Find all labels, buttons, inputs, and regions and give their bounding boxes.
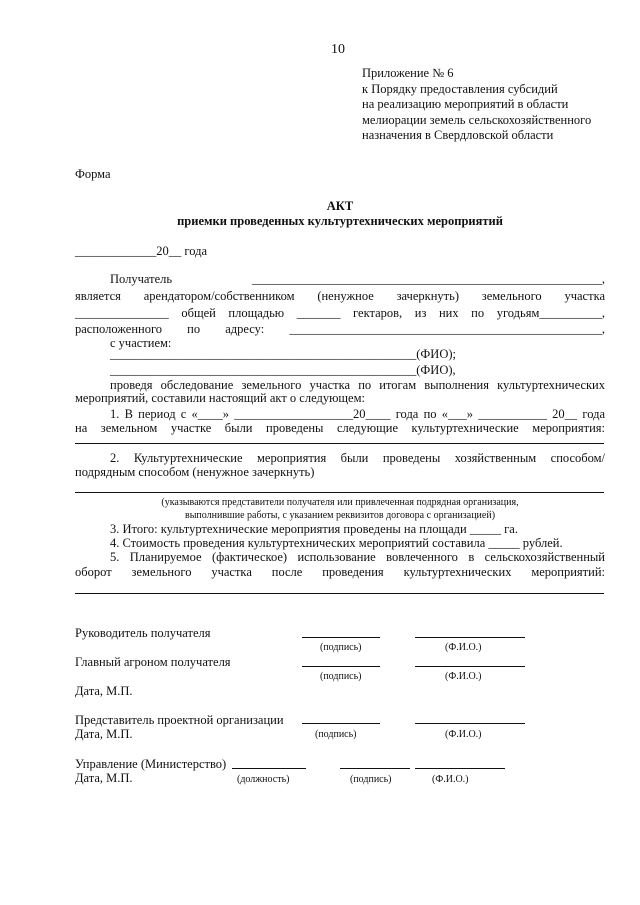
signature-line [302, 723, 380, 724]
blank-line [75, 492, 604, 493]
item-4: 4. Стоимость проведения культуртехнических мероприятий составила _____ рублей. [110, 536, 563, 550]
date-stamp-label: Дата, М.П. [75, 727, 133, 741]
participant-fio-1: _________________________________________________(ФИО); [110, 347, 456, 361]
appendix-line: на реализацию мероприятий в области [362, 97, 569, 111]
recipient-role-line: является арендатором/собственником (ненужное зачеркнуть) земельного участка [75, 289, 605, 303]
note-line-1: (указываются представители получателя или привлеченная подрядная организация, [161, 497, 519, 508]
item-1-line-1: 1. В период с «____» ___________________20____ года по «___» ___________ 20__ года [110, 407, 605, 421]
date-stamp-label: Дата, М.П. [75, 684, 133, 698]
participant-fio-2: _________________________________________________(ФИО), [110, 363, 456, 377]
signature-caption: (подпись) [320, 642, 362, 653]
appendix-line: назначения в Свердловской области [362, 128, 554, 142]
item-3: 3. Итого: культуртехнические мероприятия проведены на площади _____ га. [110, 522, 518, 536]
recipient-line: Получатель ________________________________________________________, [110, 272, 605, 286]
item-5-line-1: 5. Планируемое (фактическое) использование вовлеченного в сельскохозяйственный [110, 550, 605, 564]
agronomist-label: Главный агроном получателя [75, 655, 231, 669]
with-participation-label: с участием: [110, 336, 172, 350]
item-2-line-2: подрядным способом (ненужное зачеркнуть) [75, 465, 315, 479]
ministry-label: Управление (Министерство) [75, 757, 227, 771]
signature-line [340, 768, 410, 769]
fio-caption: (Ф.И.О.) [445, 729, 482, 740]
fio-line [415, 723, 525, 724]
survey-line-1: проведя обследование земельного участка по итогам выполнения культуртехнических [110, 378, 605, 392]
signature-line [302, 666, 380, 667]
item-5-line-2: оборот земельного участка после проведения культуртехнических мероприятий: [75, 565, 605, 579]
fio-caption: (Ф.И.О.) [445, 642, 482, 653]
position-caption: (должность) [237, 774, 290, 785]
appendix-line: Приложение № 6 [362, 66, 454, 80]
note-line-2: выполнившие работы, с указанием реквизитов договора с организацией) [184, 510, 496, 521]
fio-line [415, 637, 525, 638]
area-line: _______________ общей площадью _______ гектаров, из них по угодьям__________, [75, 306, 605, 320]
appendix-block [362, 66, 591, 144]
item-2-line-1: 2. Культуртехнические мероприятия были проведены хозяйственным способом/ [110, 451, 605, 465]
date-stamp-label: Дата, М.П. [75, 771, 133, 785]
fio-caption: (Ф.И.О.) [432, 774, 469, 785]
signature-caption: (подпись) [315, 729, 357, 740]
address-line: расположенного по адресу: __________________________________________________, [75, 322, 605, 336]
fio-line [415, 768, 505, 769]
head-label: Руководитель получателя [75, 626, 211, 640]
signature-caption: (подпись) [350, 774, 392, 785]
signature-line [302, 637, 380, 638]
survey-line-2: мероприятий, составили настоящий акт о следующем: [75, 391, 365, 405]
act-subtitle: приемки проведенных культуртехнических мероприятий [177, 214, 503, 228]
project-rep-label: Представитель проектной организации [75, 713, 284, 727]
item-1-line-2: на земельном участке были проведены следующие культуртехнические мероприятия: [75, 421, 605, 435]
appendix-line: мелиорации земель сельскохозяйственного [362, 112, 592, 127]
position-line [232, 768, 306, 769]
fio-caption: (Ф.И.О.) [445, 671, 482, 682]
date-line: _____________20__ года [75, 244, 207, 258]
act-title: АКТ [326, 199, 354, 213]
signature-caption: (подпись) [320, 671, 362, 682]
fio-line [415, 666, 525, 667]
page-number: 10 [331, 42, 345, 57]
form-label: Форма [75, 167, 111, 181]
appendix-line: к Порядку предоставления субсидий [362, 81, 558, 96]
blank-line [75, 593, 604, 594]
blank-line [75, 443, 604, 444]
